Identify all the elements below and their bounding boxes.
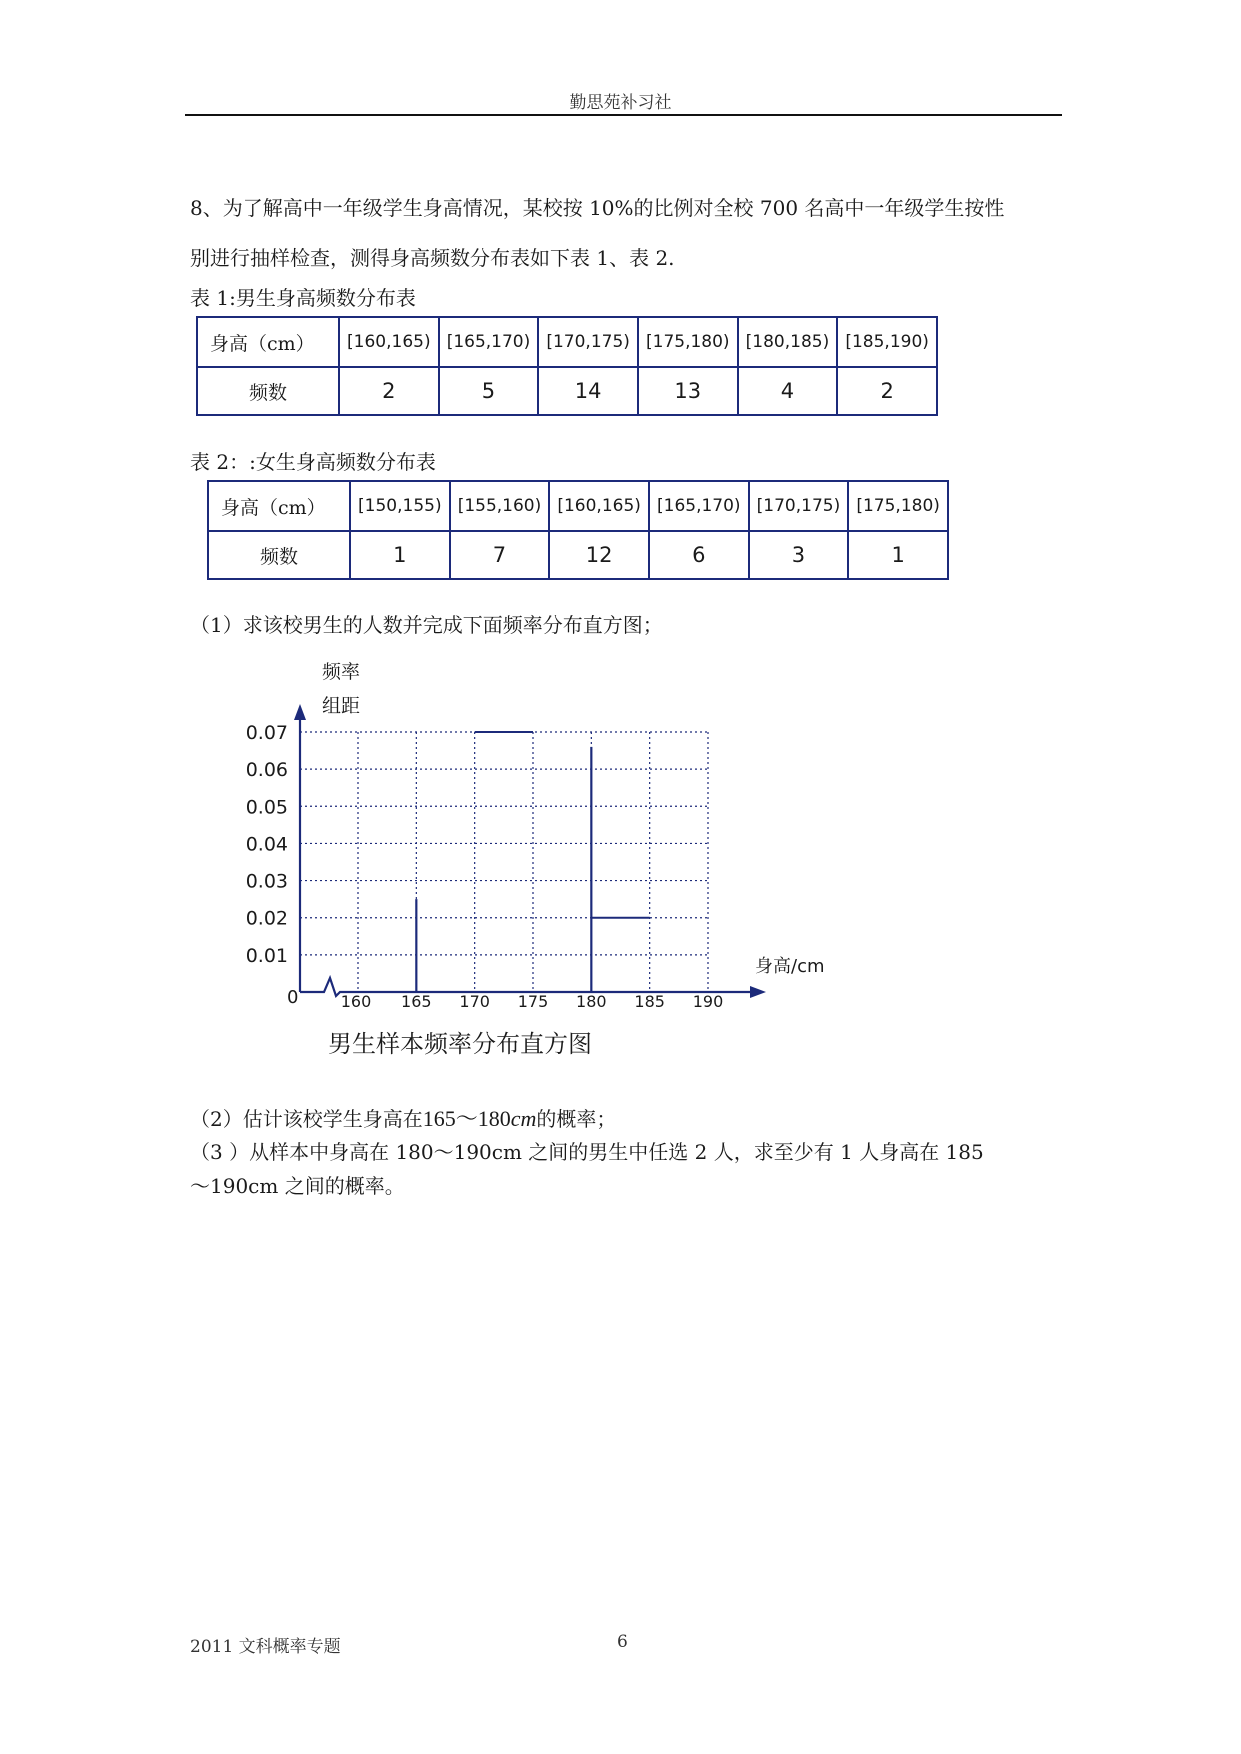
x-axis-arrow bbox=[750, 986, 766, 998]
chart-origin-label: 0 bbox=[287, 987, 299, 1008]
y-tick-label: 0.04 bbox=[245, 833, 288, 856]
question-2-suffix: 的概率； bbox=[536, 1107, 617, 1131]
table1-header-row bbox=[197, 317, 937, 367]
chart-axes bbox=[294, 704, 766, 998]
y-tick-label: 0.07 bbox=[245, 722, 288, 744]
y-tick-label: 0.06 bbox=[245, 759, 288, 782]
y-axis-arrow bbox=[294, 704, 306, 720]
x-tick-label: 180 bbox=[576, 992, 607, 1011]
table2-count-row bbox=[208, 531, 948, 579]
y-tick-label: 0.03 bbox=[245, 870, 288, 893]
table2-count: 1 bbox=[848, 531, 948, 579]
question-2-unit: cm bbox=[510, 1106, 537, 1131]
x-tick-label: 190 bbox=[692, 992, 724, 1011]
table2-caption: 表 2：:女生身高频数分布表 bbox=[190, 450, 436, 474]
question-3-line-2: ～190cm 之间的概率。 bbox=[190, 1174, 405, 1198]
header-rule bbox=[185, 114, 1062, 116]
question-2 bbox=[190, 1108, 616, 1132]
problem-line-1: 8、为了解高中一年级学生身高情况，某校按 10%的比例对全校 700 名高中一年级学生按性 bbox=[190, 196, 1005, 220]
table1-interval: [180,185) bbox=[738, 317, 838, 367]
table1-count: 4 bbox=[738, 367, 838, 415]
question-2-prefix: （2）估计该校学生身高在 bbox=[190, 1107, 423, 1131]
table1-count: 5 bbox=[439, 367, 539, 415]
chart-x-ticks bbox=[341, 992, 724, 1011]
table2-interval: [155,160) bbox=[450, 481, 550, 531]
table1-count: 13 bbox=[638, 367, 738, 415]
table1-freq-label: 频数 bbox=[197, 367, 339, 415]
page-header-title: 勤思苑补习社 bbox=[569, 93, 672, 113]
question-3-line-1: （3 ）从样本中身高在 180～190cm 之间的男生中任选 2 人，求至少有 1 人身高在 185 bbox=[190, 1140, 984, 1164]
question-2-range: 165～180 bbox=[422, 1106, 511, 1131]
table1 bbox=[196, 316, 938, 416]
chart-ylabel-top: 频率 bbox=[322, 661, 361, 683]
y-tick-label: 0.02 bbox=[245, 907, 288, 930]
table2-count: 12 bbox=[549, 531, 649, 579]
table2-freq-label: 频数 bbox=[208, 531, 350, 579]
footer-title: 2011 文科概率专题 bbox=[190, 1637, 341, 1657]
table2-interval: [150,155) bbox=[350, 481, 450, 531]
chart-title: 男生样本频率分布直方图 bbox=[328, 1030, 592, 1058]
table1-count: 14 bbox=[538, 367, 638, 415]
table1-caption: 表 1:男生身高频数分布表 bbox=[190, 286, 416, 310]
table2-count: 1 bbox=[350, 531, 450, 579]
x-tick-label: 175 bbox=[517, 992, 549, 1011]
table2 bbox=[207, 480, 949, 580]
table1-count-row bbox=[197, 367, 937, 415]
y-tick-label: 0.05 bbox=[245, 796, 288, 819]
table2-interval: [165,170) bbox=[649, 481, 749, 531]
table1-count: 2 bbox=[339, 367, 439, 415]
table2-count: 3 bbox=[749, 531, 849, 579]
x-tick-label: 165 bbox=[401, 992, 432, 1011]
table1-height-label: 身高（cm） bbox=[197, 317, 339, 367]
table2-interval: [175,180) bbox=[848, 481, 948, 531]
table2-interval: [170,175) bbox=[749, 481, 849, 531]
x-tick-label: 160 bbox=[340, 992, 372, 1011]
page-number: 6 bbox=[617, 1632, 628, 1652]
chart-xlabel: 身高/cm bbox=[755, 956, 825, 977]
x-tick-label: 185 bbox=[634, 992, 665, 1011]
question-1: （1）求该校男生的人数并完成下面频率分布直方图； bbox=[190, 613, 663, 637]
problem-line-2: 别进行抽样检查，测得身高频数分布表如下表 1、表 2. bbox=[190, 246, 675, 270]
table1-count: 2 bbox=[837, 367, 937, 415]
table2-count: 7 bbox=[450, 531, 550, 579]
chart-ylabel-bottom: 组距 bbox=[322, 695, 361, 717]
table1-interval: [160,165) bbox=[339, 317, 439, 367]
x-tick-label: 170 bbox=[459, 992, 490, 1011]
table2-count: 6 bbox=[649, 531, 749, 579]
table1-interval: [185,190) bbox=[837, 317, 937, 367]
y-tick-label: 0.01 bbox=[245, 944, 288, 967]
table2-header-row bbox=[208, 481, 948, 531]
table2-interval: [160,165) bbox=[549, 481, 649, 531]
table1-interval: [170,175) bbox=[538, 317, 638, 367]
histogram-chart bbox=[0, 640, 1241, 1080]
chart-grid bbox=[300, 732, 708, 992]
table1-interval: [175,180) bbox=[638, 317, 738, 367]
table2-height-label: 身高（cm） bbox=[208, 481, 350, 531]
chart-y-ticks bbox=[246, 722, 288, 967]
table1-interval: [165,170) bbox=[439, 317, 539, 367]
